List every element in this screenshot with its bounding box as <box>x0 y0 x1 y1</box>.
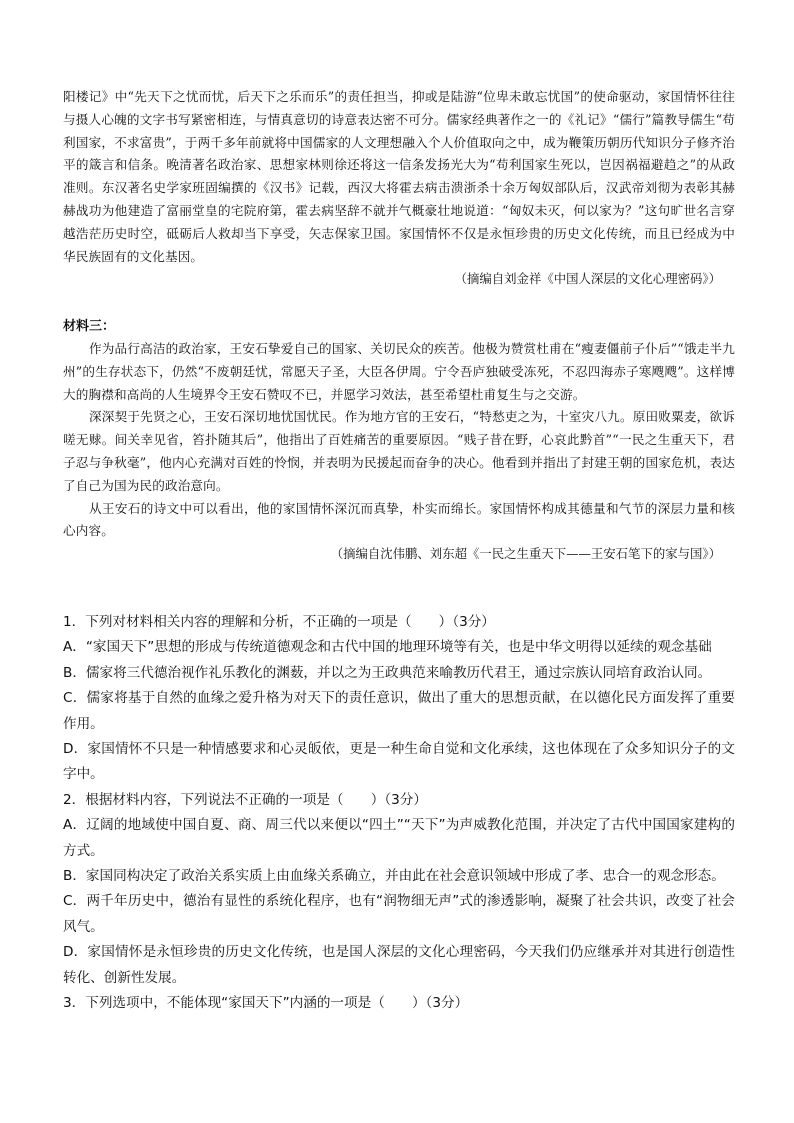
material-two-paragraph: 阳楼记》中“先天下之忧而忧，后天下之乐而乐”的责任担当，抑或是陆游“位卑未敢忘忧国”的使命驱动，家国情怀往往与摄人心魄的文字书写紧密相连，与情真意切的诗意表达密不可分。儒家经典著作之一的《礼记》“儒行”篇教导儒生“苟利国家，不求富贵”，于两千多年前就将中国儒家的人文理想融入个人价值取向之中，成为鞭策历朝历代知识分子修齐治平的箴言和信条。晚清著名政治家、思想家林则徐还将这一信条发扬光大为“苟利国家生死以，岂因祸福避趋之”的从政准则。东汉著名史学家班固编撰的《汉书》记载，西汉大将霍去病击溃浙杀十余万匈奴部队后，汉武帝刘彻为表彰其赫赫战功为他建造了富丽堂皇的宅院府第，霍去病坚辞不就并气概豪壮地说道：“匈奴未灭，何以家为？”这句旷世名言穿越浩茫历史时空，砥砺后人救却当下享受，矢志保家卫国。家国情怀不仅是永恒珍贵的历史文化传统，而且已经成为中华民族固有的文化基因。 <box>63 89 735 264</box>
question-1-option-d: D．家国情怀不只是一种情感要求和心灵皈依，更是一种生命自觉和文化承续，这也体现在了众多知识分子的文字中。 <box>63 741 735 783</box>
question-1-option-a: A．“家国天下”思想的形成与传统道德观念和古代中国的地理环境等有关，也是中华文明得以延续的观念基础 <box>63 639 712 656</box>
question-1-option-b: B．儒家将三代德治视作礼乐教化的渊薮，并以之为王政典范来喻教历代君王，通过宗族认同培育政治认同。 <box>63 664 712 681</box>
question-2-option-c: C．两千年历史中，德治有显性的系统化程序，也有“润物细无声”式的渗透影响，凝聚了社会共识，改变了社会风气。 <box>63 893 735 935</box>
material-three-source: （摘编自沈伟鹏、刘东超《一民之生重天下——王安石笔下的家与国》） <box>330 546 721 562</box>
question-2-option-b: B．家国同构决定了政治关系实质上由血缘关系确立，并由此在社会意识领域中形成了孝、忠合一的观念形态。 <box>63 868 725 885</box>
question-2-option-a: A．辽阔的地域使中国自夏、商、周三代以来便以“四土”“天下”为声威教化范围，并决定了古代中国国家建构的方式。 <box>63 817 735 859</box>
material-three-paragraph-1: 作为品行高洁的政治家，王安石挚爱自己的国家、关切民众的疾苦。他极为赞赏杜甫在“瘦妻僵前子仆后”“饿走半九州”的生存状态下，仍然“不废朝廷忧，常愿天子圣，大臣各伊周。宁令吾庐独破受冻死，不忍四海赤子寒飕飕”。这样博大的胸襟和高尚的人生境界令王安石赞叹不已，并愿学习效法，甚至希望杜甫复生与之交游。 <box>63 341 735 402</box>
question-2-option-d: D．家国情怀是永恒珍贵的历史文化传统，也是国人深层的文化心理密码，今天我们仍应继承并对其进行创造性转化、创新性发展。 <box>63 944 735 986</box>
question-1-option-c: C．儒家将基于自然的血缘之爱升格为对天下的责任意识，做出了重大的思想贡献，在以德化民方面发挥了重要作用。 <box>63 690 735 732</box>
material-two-source: （摘编自刘金祥《中国人深层的文化心理密码》） <box>454 271 721 287</box>
material-three-section <box>63 310 735 565</box>
question-1: 1．下列对材料相关内容的理解和分析，不正确的一项是（ ）（3分） <box>63 614 495 630</box>
question-3: 3．下列选项中，不能体现“家国天下”内涵的一项是（ ）（3分） <box>63 995 469 1012</box>
material-two-section <box>63 86 735 290</box>
material-three-paragraph-2: 深深契于先贤之心，王安石深切地忧国忧民。作为地方官的王安石，“特愁吏之为，十室灾八九。原田败粟麦，欲诉嗟无赇。间关幸见省，笞扑随其后”，他指出了百姓痛苦的重要原因。“贱子昔在野，心哀此黔首”“一民之生重天下，君子忍与争秋毫”，他内心充满对百姓的怜悯，并表明为民援起而奋争的决心。他看到并指出了封建王朝的国家危机，表达了自己为国为民的政治意向。 <box>63 409 735 493</box>
material-three-heading: 材料三： <box>63 319 116 334</box>
question-2: 2．根据材料内容，下列说法不正确的一项是（ ）（3分） <box>63 791 427 808</box>
questions-section <box>63 610 735 1017</box>
material-three-paragraph-3: 从王安石的诗文中可以看出，他的家国情怀深沉而真挚，朴实而绵长。家国情怀构成其德量和气节的深层力量和核心内容。 <box>63 500 735 539</box>
